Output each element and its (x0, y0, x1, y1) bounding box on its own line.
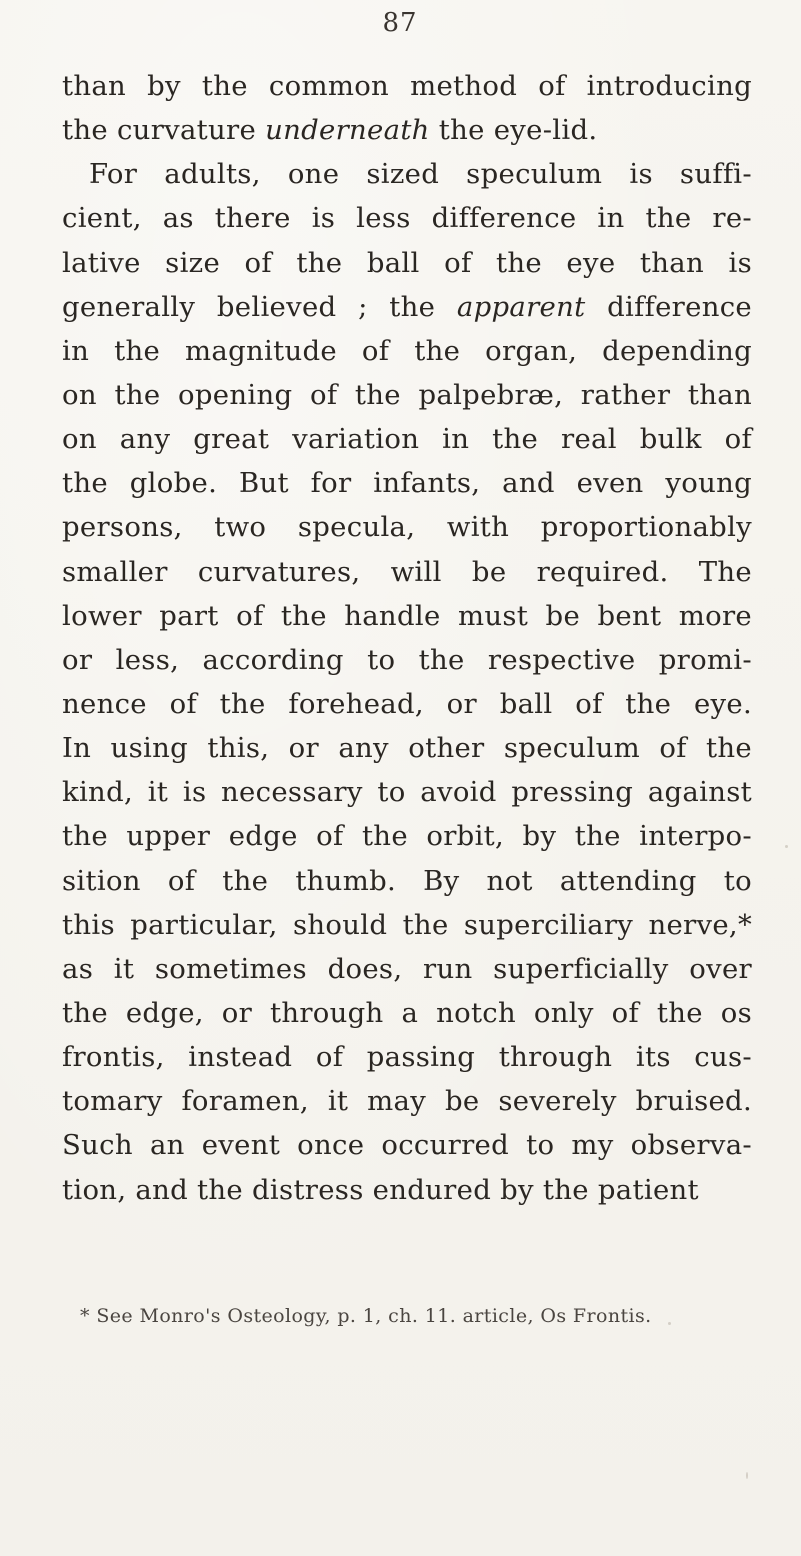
paper-speck (668, 1322, 671, 1325)
text-line: For adults, one sized speculum is suffi- (89, 158, 752, 191)
text-line: nence of the forehead, or ball of the eye. (62, 687, 752, 720)
text-line: than by the common method of introducing (62, 70, 752, 102)
text-line: cient, as there is less difference in the re- (62, 202, 752, 235)
text-line: tion, and the distress endured by the patient (62, 1173, 699, 1206)
text-line: or less, according to the respective promi- (62, 643, 752, 676)
emphasis-underneath: underneath (265, 114, 430, 147)
text-line: In using this, or any other speculum of the (62, 732, 752, 765)
text-line: sition of the thumb. By not attending to (62, 864, 752, 897)
text-line: the edge, or through a notch only of the os (62, 996, 752, 1029)
text-line: generally believed ; the apparent difference (62, 290, 752, 323)
text-line: tomary foramen, it may be severely bruised. (62, 1085, 752, 1118)
page-number: 87 (382, 8, 418, 38)
text-line: the curvature underneath the eye-lid. (62, 114, 598, 147)
text-line: in the magnitude of the organ, depending (62, 334, 752, 367)
text-line: on the opening of the palpebræ, rather than (62, 378, 752, 411)
text-line: as it sometimes does, run superficially over (62, 952, 752, 985)
body-text (62, 64, 752, 1212)
text-line: smaller curvatures, will be required. The (62, 555, 752, 588)
text-line: the upper edge of the orbit, by the interpo- (62, 820, 752, 853)
text-line: lative size of the ball of the eye than is (62, 246, 752, 279)
text-line: persons, two specula, with proportionably (62, 511, 752, 544)
paper-speck (785, 845, 788, 848)
footnote: * See Monro's Osteology, p. 1, ch. 11. article, Os Frontis. (80, 1305, 652, 1327)
text-line: this particular, should the superciliary nerve,* (62, 908, 752, 941)
emphasis-apparent: apparent (456, 290, 586, 323)
text-line: frontis, instead of passing through its cus- (62, 1041, 752, 1074)
paper-speck (746, 1472, 748, 1479)
text-line: kind, it is necessary to avoid pressing against (62, 776, 752, 809)
text-line: lower part of the handle must be bent more (62, 599, 752, 632)
text-line: the globe. But for infants, and even young (62, 467, 752, 500)
text-line: Such an event once occurred to my observa- (62, 1129, 752, 1162)
text-line: on any great variation in the real bulk of (62, 423, 752, 456)
